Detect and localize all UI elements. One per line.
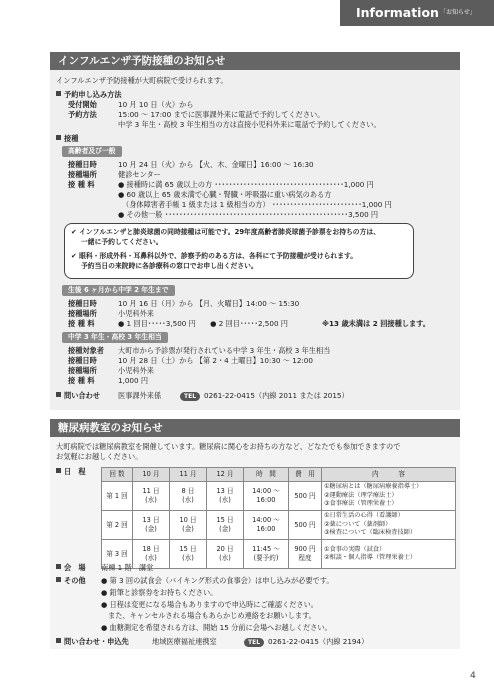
col-header: 費 用 — [289, 468, 322, 482]
cell-time: 11:45 ～ (要予約) — [244, 540, 289, 569]
cell-session: 第 2 回 — [102, 511, 133, 540]
cell-dec: 15 日 (金) — [207, 511, 244, 540]
cell-nov: 10 日 (金) — [170, 511, 207, 540]
schedule-heading: 日 程 — [56, 467, 86, 477]
schedule-header-row — [102, 468, 456, 482]
cell-fee: 500 円 — [289, 482, 322, 511]
notice-1a: ✔ インフルエンザと肺炎球菌の同時接種は可能です。29年度高齢者肺炎球菌予診票をお持ちの方は、 — [71, 228, 380, 236]
elderly-fee-1: ● 接種時に満 65 歳以上の方 ････････････････････････････････････1,000 円 — [118, 180, 374, 189]
col-header: 11 月 — [170, 468, 207, 482]
elderly-fee-label: 接 種 料 — [68, 180, 95, 189]
square-bullet-icon — [56, 468, 61, 473]
flu-contact-tel-line — [180, 391, 349, 401]
cell-fee: 900 円 程度 — [289, 540, 322, 569]
cell-oct: 18 日 (水) — [133, 540, 170, 569]
diabetes-section-title: 糖尿病教室のお知らせ — [50, 419, 460, 437]
method-label: 予約方法 — [68, 110, 97, 119]
table-row — [102, 511, 456, 540]
flu-contact-heading: 問い合わせ — [56, 391, 100, 401]
header-subtitle: 「お知らせ」 — [440, 9, 476, 16]
child-fee-value: ● 1 回目･････3,500 円 ● 2 回目･････2,500 円 — [118, 319, 288, 328]
elderly-fee-3: （身体障害者手帳 1 級または 1 級相当の方） ･････････････････････････1,000 円 — [122, 200, 392, 209]
other-2: ● 鉛筆と診察券をお持ちください。 — [101, 588, 218, 597]
cell-session: 第 3 回 — [102, 540, 133, 569]
square-bullet-icon — [56, 91, 61, 96]
child-fee-label: 接 種 料 — [68, 319, 95, 328]
diabetes-intro-2: お気軽にお越しください。 — [56, 452, 143, 461]
col-header: 内 容 — [322, 468, 456, 482]
cell-dec: 20 日 (水) — [207, 540, 244, 569]
schedule-table — [101, 467, 456, 569]
header-bar — [340, 0, 494, 26]
notice-2a: ✔ 眼科・形成外科・耳鼻科以外で、診察予約のある方は、各科にて予防接種が受けられます。 — [71, 252, 358, 260]
child-place-value: 小児科外来 — [118, 309, 154, 318]
other-3: ● 日程は変更になる場合もありますので申込時にご確認ください。 — [101, 600, 318, 609]
other-3b: また、キャンセルされる場合もあらかじめ連絡をお願いします。 — [108, 611, 316, 620]
child-fee-note: ※13 歳未満は 2 回接種します。 — [322, 319, 430, 328]
cell-content: ①日常生活の心得（看護師） ②薬について（薬剤師） ③検査について（臨床検査技師） — [322, 511, 456, 540]
elderly-date-label: 接種日時 — [68, 160, 97, 169]
check-icon: ✔ — [71, 252, 77, 260]
elderly-fee-2: ● 60 歳以上 65 歳未満で心臓・腎臓・呼吸器に重い病気のある方 — [118, 190, 332, 199]
diabetes-contact-dept: 地域医療福祉連携室 — [152, 637, 217, 646]
square-bullet-icon — [56, 392, 61, 397]
start-value: 10 月 10 日（火）から — [118, 100, 194, 109]
square-bullet-icon — [56, 135, 61, 140]
diabetes-intro-1: 大町病院では糖尿病教室を開催しています。糖尿病に関心をお持ちの方など、どなたでも参加できますので — [56, 442, 401, 451]
cell-fee: 500 円 — [289, 511, 322, 540]
teen-fee-label: 接 種 料 — [68, 376, 95, 385]
square-bullet-icon — [56, 564, 61, 569]
other-1: ● 第 3 回の試食会（バイキング形式の食事会）は申し込みが必要です。 — [101, 576, 334, 585]
elderly-date-value: 10 月 24 日（火）から 【火、木、金曜日】16:00 ～ 16:30 — [118, 160, 314, 169]
diabetes-contact-tel-line — [244, 637, 368, 647]
flu-intro: インフルエンザ予防接種が大町病院で受けられます。 — [56, 76, 228, 85]
cell-time: 14:00 ～ 16:00 — [244, 511, 289, 540]
teen-target-value: 大町市から予診票が発行されている中学 3 年生・高校 3 年生相当 — [118, 346, 331, 355]
table-row — [102, 482, 456, 511]
elderly-place-value: 健診センター — [118, 170, 161, 179]
diabetes-contact-tel: 0261-22-0415（内線 2194） — [268, 637, 369, 646]
method-value-1: 15:00 ～ 17:00 までに医事課外来に電話で予約してください。 — [118, 110, 325, 119]
col-header: 回 数 — [102, 468, 133, 482]
table-row — [102, 540, 456, 569]
cell-nov: 8 日 (水) — [170, 482, 207, 511]
tel-badge: TEL — [244, 638, 264, 647]
notice-2b: 予約当日の来院時に各診療科の窓口でお申し出ください。 — [81, 262, 258, 270]
flu-contact-tel: 0261-22-0415（内線 2011 または 2015） — [204, 391, 349, 400]
col-header: 12 月 — [207, 468, 244, 482]
child-pill: 生後 6 ヶ月から中学 2 年生まで — [62, 285, 175, 296]
teen-pill: 中学 3 年生・高校 3 年生相当 — [62, 332, 168, 343]
elderly-pill: 高齢者及び一般 — [62, 146, 122, 157]
other-heading: その他 — [56, 576, 86, 586]
teen-fee-value: 1,000 円 — [118, 376, 149, 385]
header-title: Information — [356, 5, 439, 20]
square-bullet-icon — [56, 577, 61, 582]
diabetes-contact-heading: 問い合わせ・申込先 — [56, 637, 129, 647]
elderly-fee-4: ● その他一般 ･･･････････････････････････････････････････････････3,500 円 — [118, 210, 379, 219]
cell-time: 14:00 ～ 16:00 — [244, 482, 289, 511]
method-value-2: 中学 3 年生・高校 3 年生相当の方は直接小児科外来に電話で予約してください。 — [118, 120, 381, 129]
cell-content: ①糖尿病とは（糖尿病療養指導士） ②運動療法（理学療法士） ③食事療法（管理栄養士） — [322, 482, 456, 511]
cell-content: ①食事の実際（試食） ②相談・個人指導（管理栄養士） — [322, 540, 456, 569]
cell-oct: 11 日 (水) — [133, 482, 170, 511]
teen-target-label: 接種対象者 — [68, 346, 104, 355]
child-date-label: 接種日時 — [68, 299, 97, 308]
col-header: 10 月 — [133, 468, 170, 482]
flu-contact-dept: 医事課外来係 — [118, 391, 162, 400]
cell-dec: 13 日 (水) — [207, 482, 244, 511]
venue-value: 南棟 1 階 講堂 — [101, 563, 154, 572]
tel-badge: TEL — [180, 392, 200, 401]
page-number: 4 — [470, 671, 476, 681]
teen-place-label: 接種場所 — [68, 366, 97, 375]
cell-nov: 15 日 (水) — [170, 540, 207, 569]
teen-place-value: 小児科外来 — [118, 366, 154, 375]
notice-1b: 一緒に予約してください。 — [81, 238, 163, 246]
flu-section-title: インフルエンザ予防接種のお知らせ — [50, 52, 460, 70]
cell-oct: 13 日 (金) — [133, 511, 170, 540]
reservation-heading: 予約申し込み方法 — [56, 90, 122, 100]
teen-date-label: 接種日時 — [68, 356, 97, 365]
cell-session: 第 1 回 — [102, 482, 133, 511]
col-header: 時 間 — [244, 468, 289, 482]
vaccination-heading: 接種 — [56, 134, 78, 144]
start-label: 受付開始 — [68, 100, 97, 109]
square-bullet-icon — [56, 638, 61, 643]
elderly-place-label: 接種場所 — [68, 170, 97, 179]
other-4: ● 血糖測定を希望される方は、開始 15 分前に会場へお越しください。 — [101, 623, 332, 632]
notice-box — [64, 223, 414, 279]
check-icon: ✔ — [71, 228, 77, 236]
child-place-label: 接種場所 — [68, 309, 97, 318]
venue-heading: 会 場 — [56, 563, 86, 573]
teen-date-value: 10 月 28 日（土）から 【第 2・4 土曜日】10:30 ～ 12:00 — [118, 356, 313, 365]
child-date-value: 10 月 16 日（月）から 【月、火曜日】14:00 ～ 15:30 — [118, 299, 300, 308]
